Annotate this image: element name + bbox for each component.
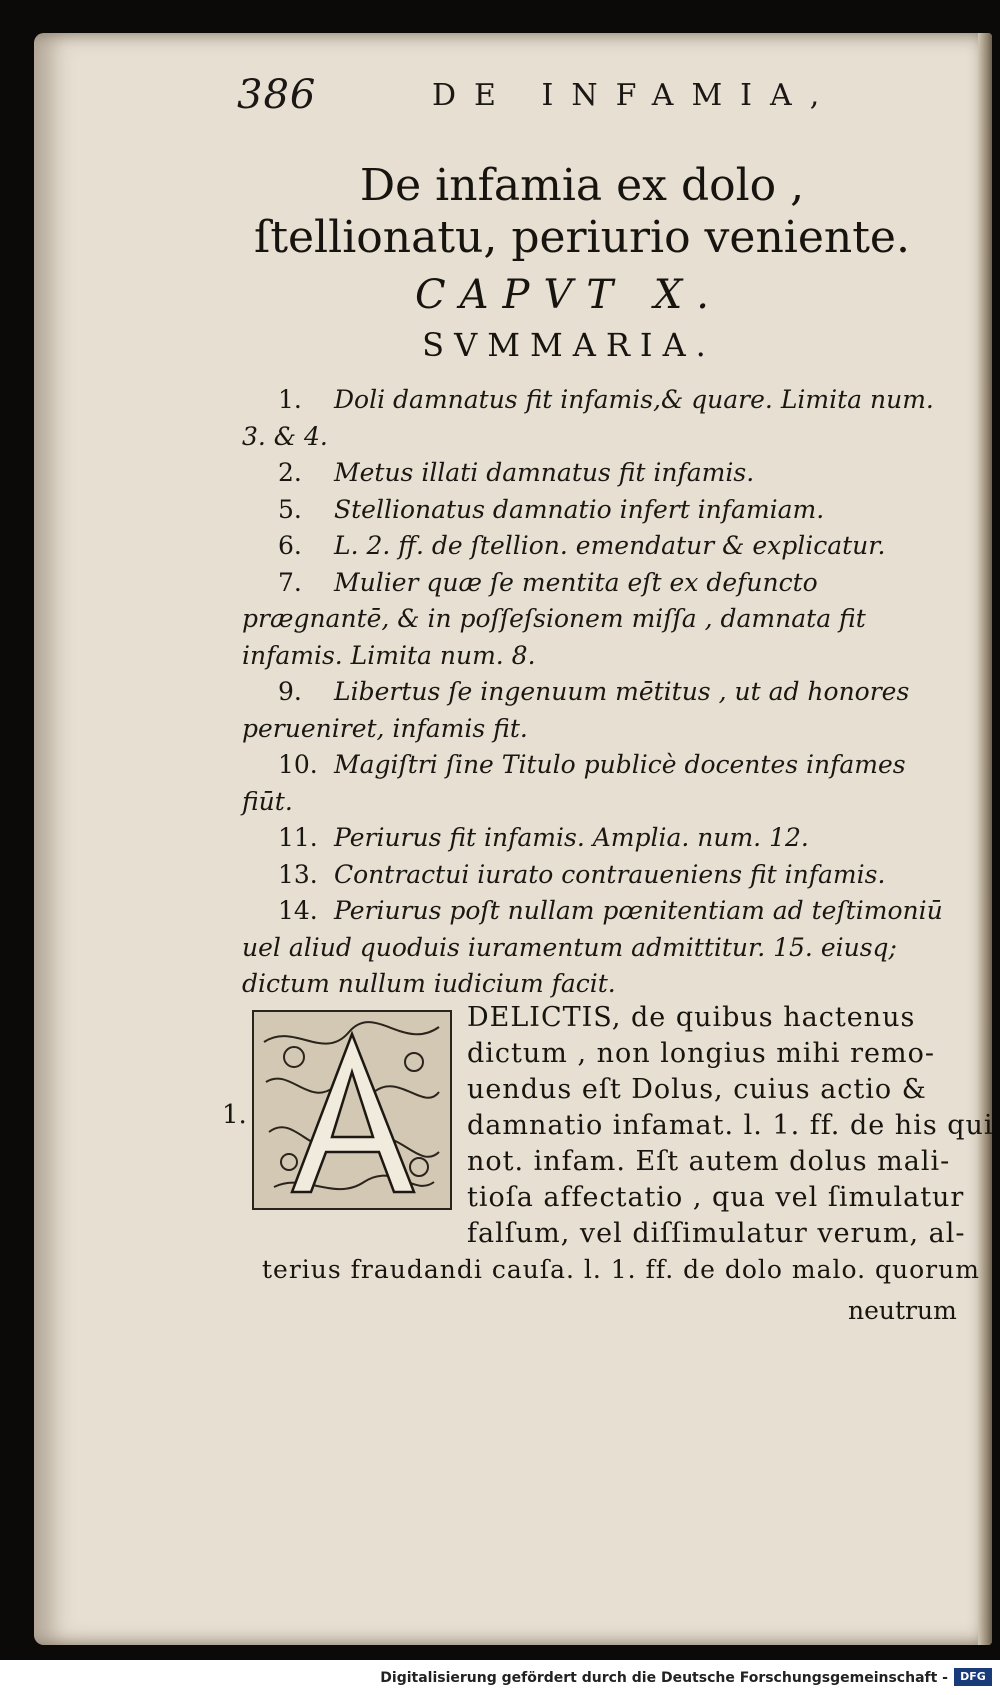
running-head (237, 72, 937, 132)
summary-item: 6. L. 2. ff. de ſtellion. emendatur & explicatur. (278, 531, 886, 560)
footer (0, 1660, 1000, 1695)
body-line: uendus eſt Dolus, cuius actio & (467, 1074, 927, 1105)
decorated-initial-a-image (252, 1010, 452, 1210)
summary-item: 7. Mulier quæ ſe mentita eſt ex defuncto prægnantē, & in poſſeſsionem miſſa , damnata fit infamis. Limita num. 8. (242, 567, 866, 670)
body-line: falſum, vel diſſimulatur verum, al- (467, 1218, 966, 1249)
summaria-heading: SVMMARIA. (422, 326, 716, 364)
catchword: neutrum (848, 1296, 957, 1325)
summary-list (242, 382, 952, 1003)
margin-number: 1. (222, 1100, 247, 1130)
footer-credit: Digitalisierung gefördert durch die Deutsche Forschungsgemeinschaft - (380, 1670, 948, 1686)
page-edge (978, 33, 992, 1645)
summary-item: 10. Magiſtri ſine Titulo publicè docentes infames fiūt. (242, 750, 906, 816)
summary-item: 1. Doli damnatus fit infamis,& quare. Limita num. 3. & 4. (242, 385, 934, 451)
summary-item: 13. Contractui iurato contraueniens fit infamis. (278, 859, 886, 889)
caput-heading: CAPVT X. (415, 272, 723, 318)
summary-item: 5. Stellionatus damnatio infert infamiam. (278, 494, 825, 524)
body-line: not. infam. Eſt autem dolus mali- (467, 1146, 951, 1177)
summary-item: 2. Metus illati damnatus fit infamis. (278, 458, 755, 487)
body-line: tioſa affectatio , qua vel ſimulatur (467, 1182, 965, 1213)
summary-item: 14. Periurus poſt nullam pœnitentiam ad teſtimoniū uel aliud quoduis iuramentum admittitur. 15. eiusq; dictum nullum iudicium facit. (242, 896, 943, 998)
page-number: 386 (237, 72, 317, 118)
chapter-title: De infamia ex dolo , ſtellionatu, periurio veniente. (254, 160, 910, 263)
summary-item: 11. Periurus fit infamis. Amplia. num. 12. (278, 823, 809, 852)
body-line: terius fraudandi cauſa. l. 1. ff. de dolo malo. quorum (262, 1255, 980, 1284)
body-line: dictum , non longius mihi remo- (467, 1038, 935, 1069)
body-line: damnatio infamat. l. 1. ff. de his qui (467, 1110, 994, 1141)
running-title: DE INFAMIA, (432, 78, 838, 113)
summary-item: 9. Libertus ſe ingenuum mētitus , ut ad honores perueniret, infamis fit. (242, 677, 910, 743)
body-line: DELICTIS, de quibus hactenus (467, 1002, 916, 1033)
dfg-logo-icon: DFG (954, 1668, 992, 1686)
